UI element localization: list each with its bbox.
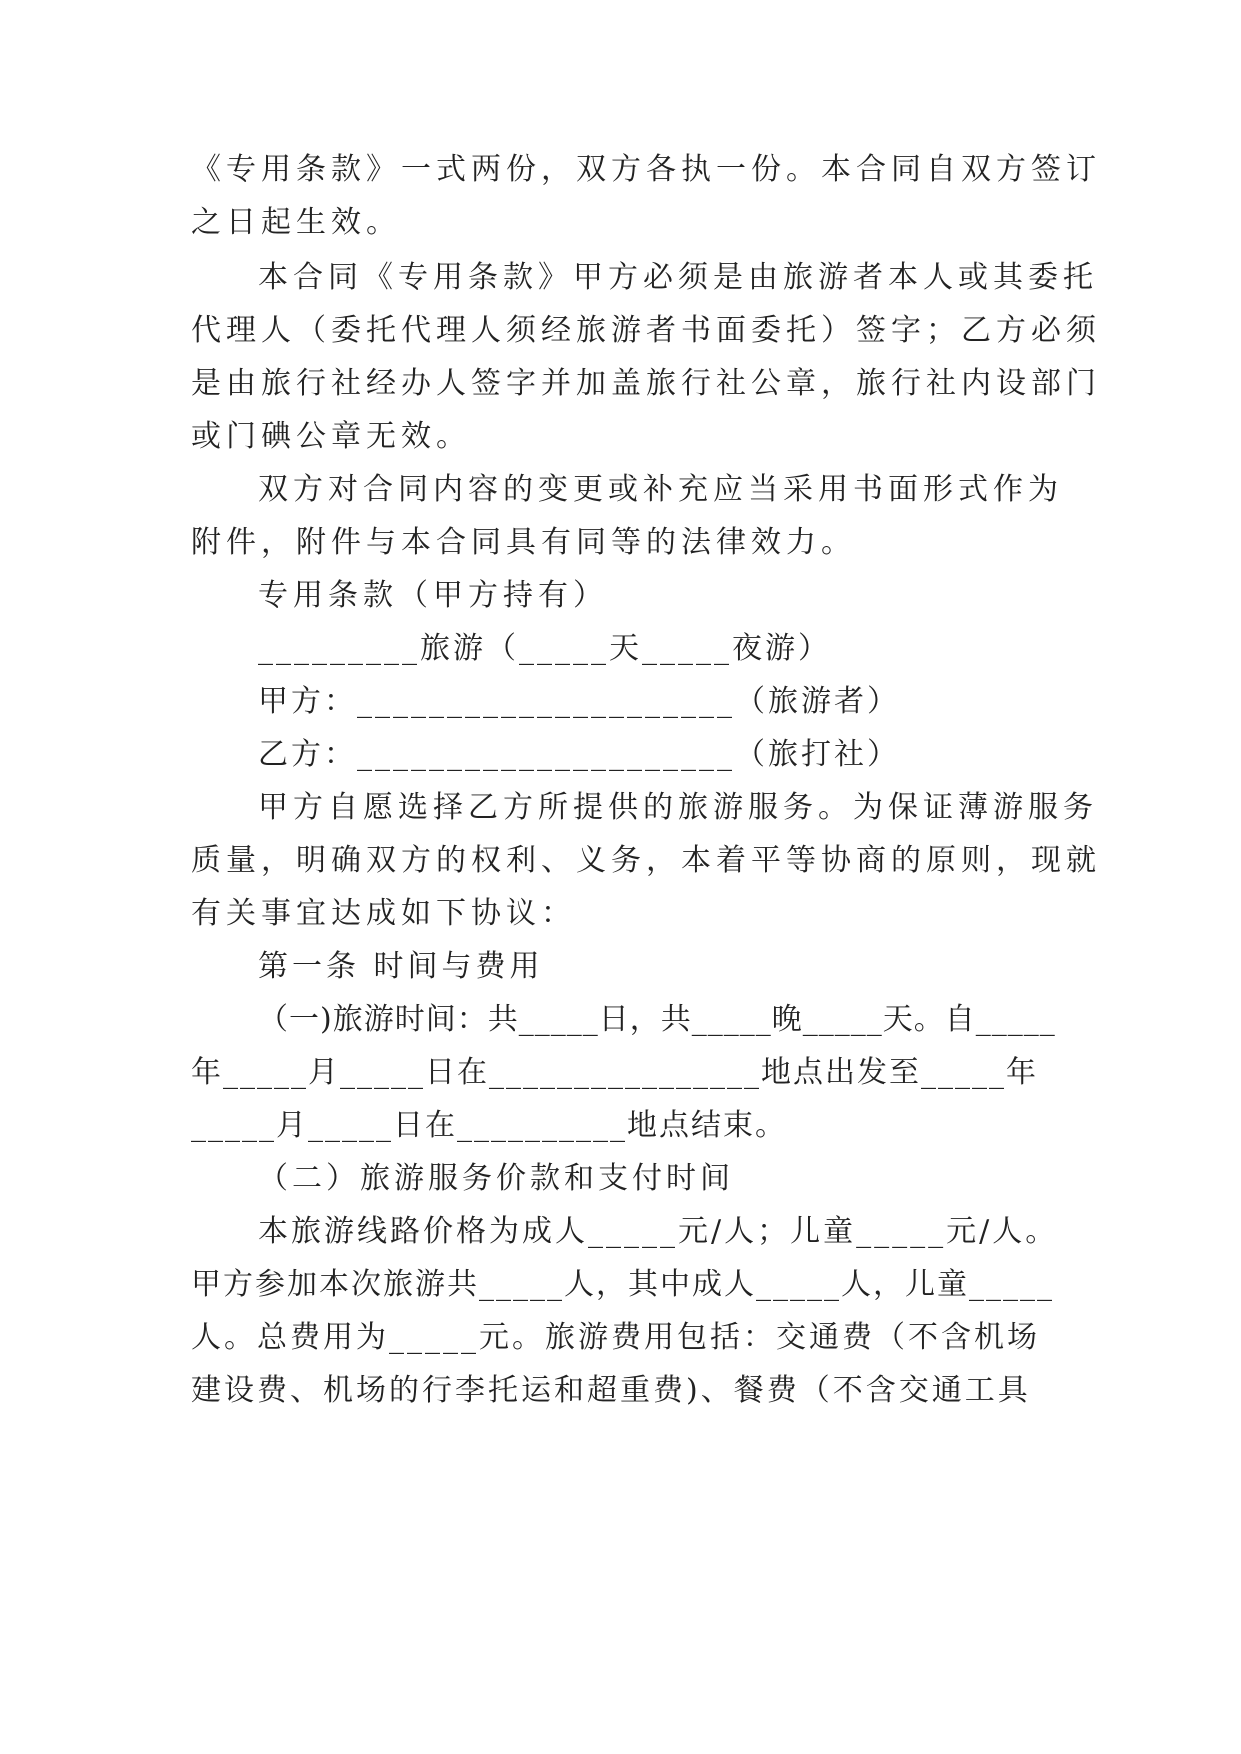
paragraph-line: 附件，附件与本合同具有同等的法律效力。	[191, 525, 856, 560]
form-line: （一)旅游时间：共_____日，共_____晚_____天。自_____	[258, 1002, 1056, 1037]
subsection-heading: （二）旅游服务价款和支付时间	[258, 1161, 734, 1196]
paragraph-line: 《专用条款》一式两份，双方各执一份。本合同自双方签订	[191, 152, 1101, 187]
paragraph-line: 质量，明确双方的权利、义务，本着平等协商的原则，现就	[191, 843, 1101, 878]
form-line: _________旅游（_____天_____夜游）	[258, 631, 831, 666]
paragraph-line: 双方对合同内容的变更或补充应当采用书面形式作为	[258, 472, 1063, 507]
form-line: 甲方参加本次旅游共_____人，其中成人_____人，儿童_____	[191, 1267, 1054, 1302]
paragraph-line: 之日起生效。	[191, 205, 401, 240]
form-line: 年_____月_____日在________________地点出发至_____年	[191, 1055, 1038, 1090]
paragraph-line: 代理人（委托代理人须经旅游者书面委托）签字；乙方必须	[191, 313, 1101, 348]
article-heading: 第一条 时间与费用	[258, 949, 544, 984]
form-line: 甲方：_____________________（旅游者）	[258, 684, 900, 719]
form-line: 人。总费用为_____元。旅游费用包括：交通费（不含机场	[191, 1320, 1040, 1355]
paragraph-line: 有关事宜达成如下协议：	[191, 896, 576, 931]
form-line: 乙方：_____________________（旅打社）	[258, 737, 900, 772]
section-heading: 专用条款（甲方持有）	[258, 578, 608, 613]
paragraph-line: 是由旅行社经办人签字并加盖旅行社公章，旅行社内设部门	[191, 366, 1101, 401]
paragraph-line: 或门碘公章无效。	[191, 419, 471, 454]
paragraph-line: 建设费、机场的行李托运和超重费)、餐费（不含交通工具	[191, 1373, 1031, 1408]
paragraph-line: 甲方自愿选择乙方所提供的旅游服务。为保证薄游服务	[258, 790, 1098, 825]
paragraph-line: 本合同《专用条款》甲方必须是由旅游者本人或其委托	[258, 260, 1098, 295]
form-line: 本旅游线路价格为成人_____元/人；儿童_____元/人。	[258, 1214, 1059, 1249]
form-line: _____月_____日在__________地点结束。	[191, 1108, 787, 1143]
